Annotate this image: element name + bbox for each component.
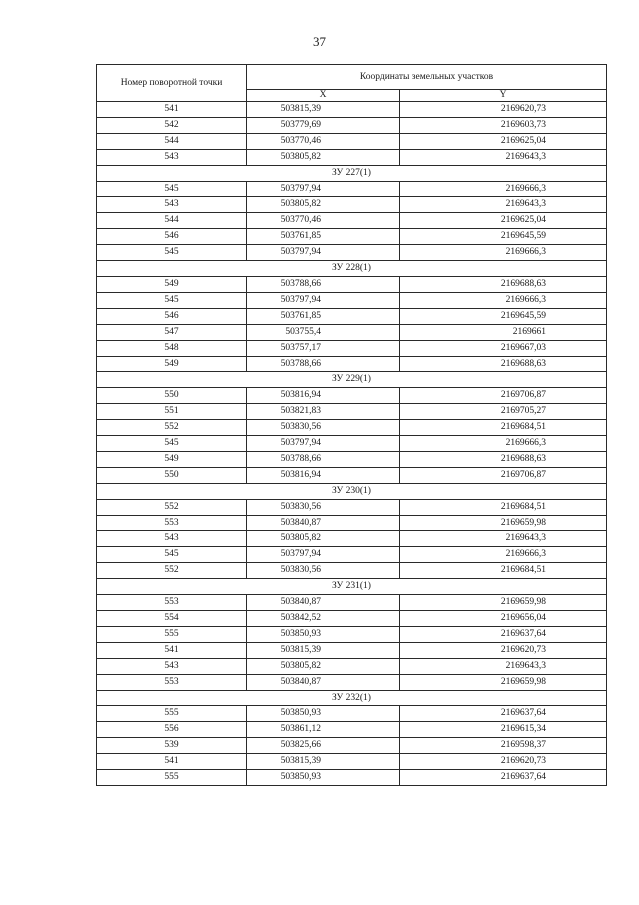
table-row xyxy=(97,515,607,531)
y-coordinate-cell: 2169666,3 xyxy=(400,292,607,308)
y-coordinate-cell: 2169645,59 xyxy=(400,229,607,245)
x-coordinate-cell: 503761,85 xyxy=(247,229,400,245)
point-number-cell: 544 xyxy=(97,133,247,149)
y-coordinate-cell: 2169620,73 xyxy=(400,642,607,658)
x-coordinate-cell: 503815,39 xyxy=(247,754,400,770)
x-coordinate-cell: 503788,66 xyxy=(247,276,400,292)
y-coordinate-cell: 2169706,87 xyxy=(400,388,607,404)
y-coordinate-cell: 2169625,04 xyxy=(400,213,607,229)
x-coordinate-cell: 503840,87 xyxy=(247,595,400,611)
y-coordinate-cell: 2169643,3 xyxy=(400,149,607,165)
section-row xyxy=(97,165,607,181)
table-row xyxy=(97,133,607,149)
table-row xyxy=(97,451,607,467)
table-row xyxy=(97,626,607,642)
point-number-cell: 541 xyxy=(97,754,247,770)
y-coordinate-cell: 2169620,73 xyxy=(400,102,607,118)
y-coordinate-cell: 2169659,98 xyxy=(400,515,607,531)
point-number-cell: 546 xyxy=(97,308,247,324)
y-coordinate-cell: 2169643,3 xyxy=(400,531,607,547)
point-number-cell: 545 xyxy=(97,245,247,261)
point-number-cell: 547 xyxy=(97,324,247,340)
x-coordinate-cell: 503770,46 xyxy=(247,133,400,149)
point-number-cell: 550 xyxy=(97,388,247,404)
y-coordinate-cell: 2169684,51 xyxy=(400,499,607,515)
y-coordinate-cell: 2169615,34 xyxy=(400,722,607,738)
section-label: ЗУ 227(1) xyxy=(97,165,607,181)
y-coordinate-cell: 2169603,73 xyxy=(400,117,607,133)
table-row xyxy=(97,658,607,674)
header-point-number: Номер поворотной точки xyxy=(97,65,247,102)
point-number-cell: 539 xyxy=(97,738,247,754)
x-coordinate-cell: 503788,66 xyxy=(247,451,400,467)
table-row xyxy=(97,181,607,197)
point-number-cell: 543 xyxy=(97,531,247,547)
x-coordinate-cell: 503842,52 xyxy=(247,611,400,627)
point-number-cell: 549 xyxy=(97,356,247,372)
table-row xyxy=(97,595,607,611)
table-header xyxy=(97,65,607,102)
table-row xyxy=(97,404,607,420)
x-coordinate-cell: 503815,39 xyxy=(247,642,400,658)
x-coordinate-cell: 503805,82 xyxy=(247,197,400,213)
table-row xyxy=(97,292,607,308)
point-number-cell: 543 xyxy=(97,197,247,213)
page-number: 37 xyxy=(313,34,326,49)
section-row xyxy=(97,579,607,595)
table-row xyxy=(97,197,607,213)
point-number-cell: 549 xyxy=(97,276,247,292)
table-row xyxy=(97,213,607,229)
table-row xyxy=(97,102,607,118)
table-row xyxy=(97,674,607,690)
y-coordinate-cell: 2169637,64 xyxy=(400,770,607,786)
x-coordinate-cell: 503850,93 xyxy=(247,770,400,786)
y-coordinate-cell: 2169667,03 xyxy=(400,340,607,356)
y-coordinate-cell: 2169688,63 xyxy=(400,276,607,292)
point-number-cell: 551 xyxy=(97,404,247,420)
x-coordinate-cell: 503830,56 xyxy=(247,499,400,515)
point-number-cell: 553 xyxy=(97,515,247,531)
x-coordinate-cell: 503815,39 xyxy=(247,102,400,118)
header-y: Y xyxy=(400,90,607,102)
section-row xyxy=(97,483,607,499)
point-number-cell: 543 xyxy=(97,658,247,674)
point-number-cell: 543 xyxy=(97,149,247,165)
y-coordinate-cell: 2169661 xyxy=(400,324,607,340)
x-coordinate-cell: 503830,56 xyxy=(247,420,400,436)
x-coordinate-cell: 503797,94 xyxy=(247,181,400,197)
table-row xyxy=(97,356,607,372)
x-coordinate-cell: 503805,82 xyxy=(247,531,400,547)
y-coordinate-cell: 2169659,98 xyxy=(400,595,607,611)
section-row xyxy=(97,372,607,388)
y-coordinate-cell: 2169666,3 xyxy=(400,436,607,452)
x-coordinate-cell: 503805,82 xyxy=(247,658,400,674)
table-row xyxy=(97,340,607,356)
header-x: X xyxy=(247,90,400,102)
x-coordinate-cell: 503825,66 xyxy=(247,738,400,754)
table-row xyxy=(97,436,607,452)
y-coordinate-cell: 2169645,59 xyxy=(400,308,607,324)
y-coordinate-cell: 2169666,3 xyxy=(400,181,607,197)
y-coordinate-cell: 2169666,3 xyxy=(400,547,607,563)
point-number-cell: 545 xyxy=(97,292,247,308)
x-coordinate-cell: 503816,94 xyxy=(247,388,400,404)
table-row xyxy=(97,531,607,547)
header-coordinates: Координаты земельных участков xyxy=(247,65,607,90)
point-number-cell: 552 xyxy=(97,563,247,579)
point-number-cell: 548 xyxy=(97,340,247,356)
y-coordinate-cell: 2169643,3 xyxy=(400,658,607,674)
point-number-cell: 544 xyxy=(97,213,247,229)
point-number-cell: 553 xyxy=(97,595,247,611)
y-coordinate-cell: 2169706,87 xyxy=(400,467,607,483)
table-row xyxy=(97,499,607,515)
section-row xyxy=(97,690,607,706)
section-label: ЗУ 231(1) xyxy=(97,579,607,595)
y-coordinate-cell: 2169598,37 xyxy=(400,738,607,754)
x-coordinate-cell: 503805,82 xyxy=(247,149,400,165)
x-coordinate-cell: 503797,94 xyxy=(247,436,400,452)
point-number-cell: 552 xyxy=(97,499,247,515)
section-row xyxy=(97,261,607,277)
table-row xyxy=(97,770,607,786)
table-row xyxy=(97,754,607,770)
table-row xyxy=(97,117,607,133)
table-row xyxy=(97,229,607,245)
y-coordinate-cell: 2169656,04 xyxy=(400,611,607,627)
y-coordinate-cell: 2169637,64 xyxy=(400,706,607,722)
point-number-cell: 546 xyxy=(97,229,247,245)
y-coordinate-cell: 2169637,64 xyxy=(400,626,607,642)
point-number-cell: 553 xyxy=(97,674,247,690)
point-number-cell: 556 xyxy=(97,722,247,738)
point-number-cell: 555 xyxy=(97,626,247,642)
x-coordinate-cell: 503797,94 xyxy=(247,547,400,563)
section-label: ЗУ 230(1) xyxy=(97,483,607,499)
point-number-cell: 542 xyxy=(97,117,247,133)
table-row xyxy=(97,706,607,722)
x-coordinate-cell: 503840,87 xyxy=(247,515,400,531)
table-row xyxy=(97,738,607,754)
y-coordinate-cell: 2169666,3 xyxy=(400,245,607,261)
x-coordinate-cell: 503797,94 xyxy=(247,292,400,308)
point-number-cell: 550 xyxy=(97,467,247,483)
x-coordinate-cell: 503779,69 xyxy=(247,117,400,133)
table-row xyxy=(97,722,607,738)
table-row xyxy=(97,467,607,483)
table-row xyxy=(97,420,607,436)
y-coordinate-cell: 2169688,63 xyxy=(400,356,607,372)
table-row xyxy=(97,611,607,627)
y-coordinate-cell: 2169625,04 xyxy=(400,133,607,149)
x-coordinate-cell: 503861,12 xyxy=(247,722,400,738)
point-number-cell: 555 xyxy=(97,770,247,786)
table-row xyxy=(97,276,607,292)
y-coordinate-cell: 2169620,73 xyxy=(400,754,607,770)
x-coordinate-cell: 503821,83 xyxy=(247,404,400,420)
table-row xyxy=(97,324,607,340)
x-coordinate-cell: 503761,85 xyxy=(247,308,400,324)
x-coordinate-cell: 503830,56 xyxy=(247,563,400,579)
point-number-cell: 541 xyxy=(97,102,247,118)
y-coordinate-cell: 2169705,27 xyxy=(400,404,607,420)
table-row xyxy=(97,388,607,404)
x-coordinate-cell: 503850,93 xyxy=(247,706,400,722)
table-row xyxy=(97,245,607,261)
x-coordinate-cell: 503788,66 xyxy=(247,356,400,372)
table-row xyxy=(97,563,607,579)
point-number-cell: 555 xyxy=(97,706,247,722)
y-coordinate-cell: 2169688,63 xyxy=(400,451,607,467)
y-coordinate-cell: 2169659,98 xyxy=(400,674,607,690)
y-coordinate-cell: 2169643,3 xyxy=(400,197,607,213)
y-coordinate-cell: 2169684,51 xyxy=(400,563,607,579)
table-row xyxy=(97,547,607,563)
section-label: ЗУ 228(1) xyxy=(97,261,607,277)
section-label: ЗУ 232(1) xyxy=(97,690,607,706)
point-number-cell: 545 xyxy=(97,436,247,452)
table-body xyxy=(97,102,607,786)
table-row xyxy=(97,149,607,165)
coordinates-table xyxy=(96,64,607,786)
point-number-cell: 554 xyxy=(97,611,247,627)
y-coordinate-cell: 2169684,51 xyxy=(400,420,607,436)
x-coordinate-cell: 503850,93 xyxy=(247,626,400,642)
point-number-cell: 541 xyxy=(97,642,247,658)
point-number-cell: 552 xyxy=(97,420,247,436)
table-row xyxy=(97,308,607,324)
point-number-cell: 549 xyxy=(97,451,247,467)
x-coordinate-cell: 503755,4 xyxy=(247,324,400,340)
point-number-cell: 545 xyxy=(97,181,247,197)
table-row xyxy=(97,642,607,658)
x-coordinate-cell: 503757,17 xyxy=(247,340,400,356)
x-coordinate-cell: 503816,94 xyxy=(247,467,400,483)
x-coordinate-cell: 503840,87 xyxy=(247,674,400,690)
section-label: ЗУ 229(1) xyxy=(97,372,607,388)
x-coordinate-cell: 503797,94 xyxy=(247,245,400,261)
point-number-cell: 545 xyxy=(97,547,247,563)
x-coordinate-cell: 503770,46 xyxy=(247,213,400,229)
